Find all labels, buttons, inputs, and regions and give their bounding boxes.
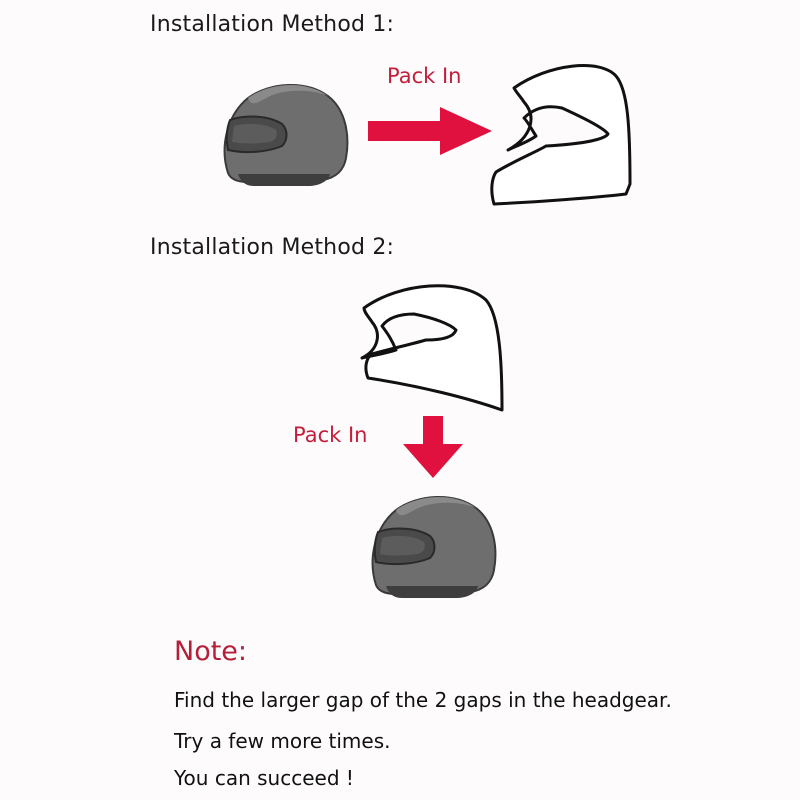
- pack-in-label-2: Pack In: [293, 423, 368, 447]
- note-title: Note:: [174, 636, 248, 667]
- method-2-heading: Installation Method 2:: [150, 235, 395, 260]
- arrow-down-icon: [401, 416, 465, 480]
- helmet-icon: [366, 490, 498, 602]
- helmet-icon: [218, 78, 350, 188]
- note-line: You can succeed !: [174, 766, 354, 790]
- method-1-heading: Installation Method 1:: [150, 12, 395, 37]
- arrow-right-icon: [368, 107, 494, 155]
- note-line: Try a few more times.: [174, 729, 391, 753]
- pack-in-label-1: Pack In: [387, 64, 462, 88]
- helmet-cover-outline-icon: [350, 278, 510, 418]
- note-line: Find the larger gap of the 2 gaps in the headgear.: [174, 688, 672, 712]
- helmet-cover-outline-icon: [488, 48, 640, 212]
